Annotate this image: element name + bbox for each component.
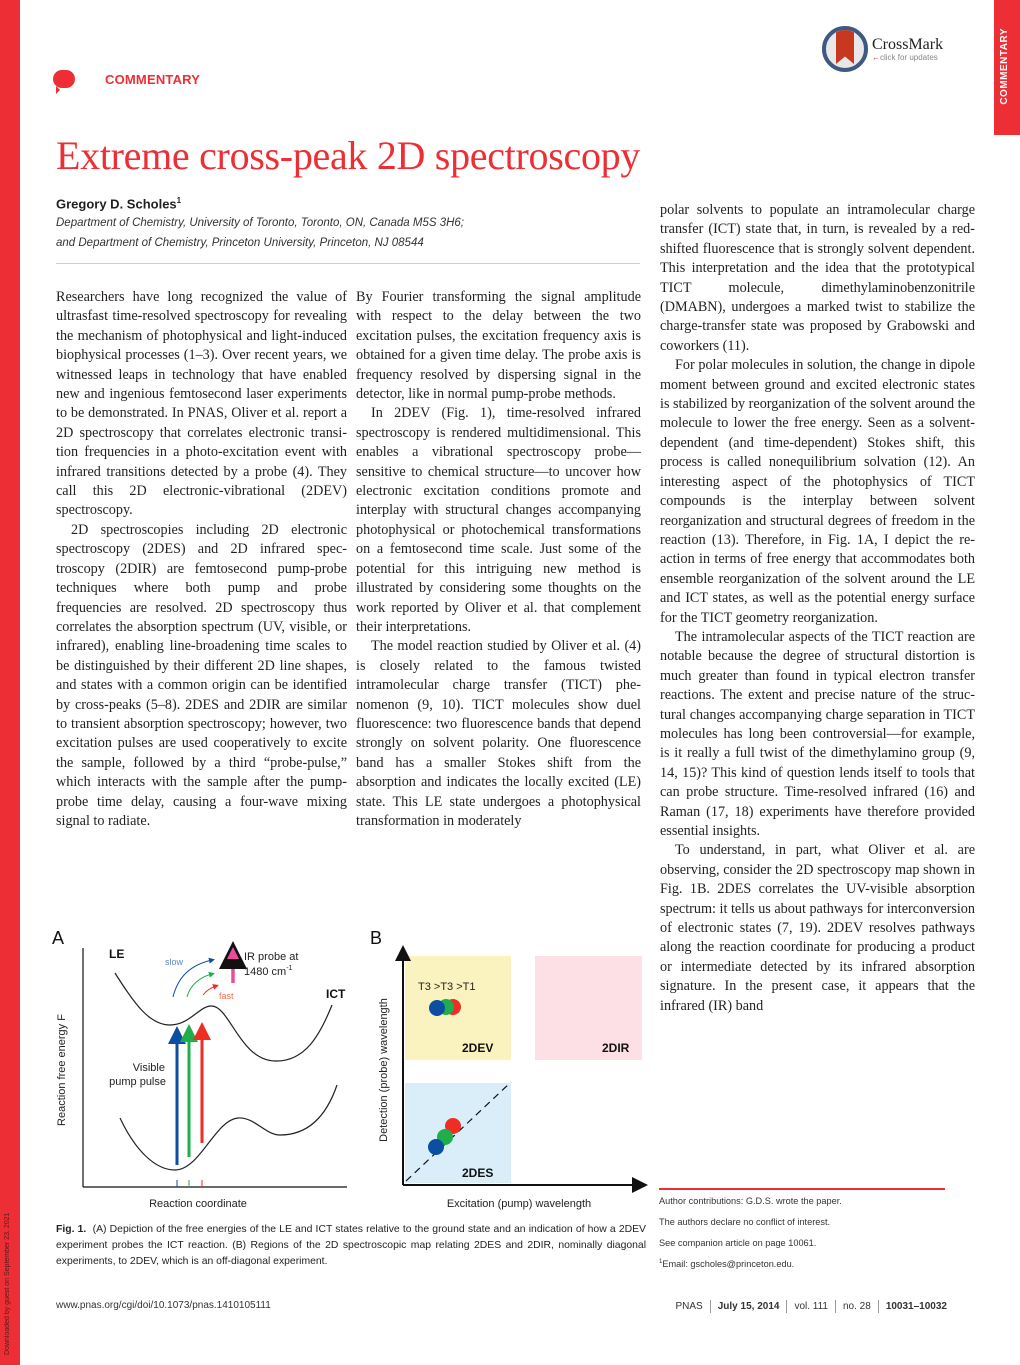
paragraph: In 2DEV (Fig. 1), time-resolved infrared spectroscopy is rendered multidimensional. This enables a vibrational spectroscopy probe—sensitive to chemical structure—to uncover how electronic excitation conditions promote and interplay with structural changes accompanying photophysical or photochemical transformations on a femtosecond time scale. Just some of the potential for this intriguing new method is illustrated by considering some thoughts on the work reported by Oliver et al. that complement their interpretations. — [356, 405, 641, 635]
section-header — [53, 70, 200, 88]
section-tab — [994, 0, 1020, 135]
figure-1 — [40, 925, 660, 1215]
page-range: 10031–10032 — [885, 1301, 947, 1312]
paragraph: 2D spectroscopies including 2D electronic spectroscopy (2DES) and 2D infrared spectroscopy (2DIR) are femtosecond pump-probe techniques where both pump and probe frequencies are resolved. 2D spectroscopy thus correlates the absorption spectrum (UV, visible, or infrared), enabling line-broadening time scales to be distinguished by their different 2D line shapes, and states with a common origin can be identified by cross-peaks (5–8). 2DES and 2DIR are similar to transient absorption spectroscopy; however, two excitation pulses are used cooperatively to excite the sample, followed by a third “probe-pulse,” which interacts with the sample after the pump-probe time delay, causing a four-wave mixing signal to radiate. — [56, 521, 347, 829]
figure-caption — [56, 1222, 646, 1271]
panel-a — [52, 928, 347, 1210]
separator — [710, 1300, 711, 1313]
slow-label: slow — [165, 957, 184, 967]
section-label: COMMENTARY — [105, 71, 201, 87]
email-note: $^1$Email: gscholes@princeton.edu. — [659, 1259, 795, 1270]
region-2des: 2DES — [462, 1166, 494, 1180]
citation-info — [676, 1300, 948, 1313]
doi-link[interactable]: www.pnas.org/cgi/doi/10.1073/pnas.1410105111 — [56, 1300, 271, 1311]
panel-a-label: A — [52, 928, 65, 948]
crossmark-badge[interactable] — [822, 26, 943, 72]
ir-probe-line1: IR probe at — [244, 951, 299, 963]
crossmark-sub: ←click for updates — [872, 52, 938, 62]
paragraph: For polar molecules in solution, the change in dipole moment between ground and excited electronic states is stabilized by reorganization of the solvent around the molecule to lower the free energy. Seen as a solvent-dependent (and time-dependent) Stokes shift, this process is called nonequilibrium solvation (12). An interesting aspect of the photophysics of TICT compounds is the interplay between solvent reorganization and structural degrees of freedom in the reaction (13). Therefore, in Fig. 1A, I depict the reaction in terms of free energy that accommodates both ensemble reorganization of the solvent around the LE and ICT states, as well as the potential energy surface for the TICT geometry reorganization. — [660, 357, 975, 626]
separator — [786, 1300, 787, 1313]
y-axis-label: Reaction free energy F — [56, 1014, 68, 1126]
speech-bubble-icon — [53, 70, 75, 88]
caption-label: Fig. 1. — [56, 1224, 87, 1235]
issue-number: no. 28 — [843, 1301, 871, 1312]
fast-label: fast — [219, 991, 234, 1001]
divider — [56, 263, 640, 264]
body-column-1 — [56, 288, 347, 831]
paragraph: polar solvents to populate an intramolecular charge transfer (ICT) state that, in turn, is revealed by a red-shifted fluorescence that is strongly solvent dependent. This interpretation and the idea that the prototypical TICT molecule, dimethylaminobenzonitrile (DMABN), undergoes a marked twist to stabilize the charge-transfer state was proposed by Grabowski and coworkers (11). — [660, 202, 975, 354]
journal-name: PNAS — [675, 1301, 703, 1312]
pump-label-line1: Visible — [132, 1062, 165, 1074]
panel-b — [370, 928, 642, 1210]
notes-divider — [659, 1188, 945, 1190]
separator — [878, 1300, 879, 1313]
companion-article: See companion article on page 10061. — [659, 1238, 817, 1248]
author-name: Gregory D. Scholes$^1$ — [56, 196, 182, 212]
y-axis-label: Detection (probe) wavelength — [378, 998, 390, 1142]
caption-text: (A) Depiction of the free energies of the LE and ICT states relative to the ground state and an indication of how a 2DEV experiment probes the ICT reaction. (B) Regions of the 2D spectroscopic map relating 2DES and 2DIR, nominally diagonal experiments, to 2DEV, which is an off-diagonal experiment. — [56, 1224, 646, 1268]
region-2dir: 2DIR — [602, 1041, 630, 1055]
body-column-2 — [356, 288, 641, 831]
order-label: T3 >T3 >T1 — [418, 981, 476, 993]
x-axis-label: Reaction coordinate — [149, 1198, 247, 1210]
article-title: Extreme cross-peak 2D spectroscopy — [56, 133, 641, 178]
section-tab-label: COMMENTARY — [999, 28, 1010, 105]
paragraph: The model reaction studied by Oliver et al. (4) is closely related to the famous twisted intramolecular charge transfer (TICT) phenomenon (9, 10). TICT molecules show duel fluorescence: two fluorescence bands that depend strongly on solvent polarity. One fluorescence band has a smaller Stokes shift from the absorption and indicates the locally excited (LE) state. This LE state undergoes a photophysical transformation in moderately — [356, 638, 641, 829]
paragraph: By Fourier transforming the signal amplitude with respect to the delay between the two excitation pulses, the excitation frequency axis is obtained for a given time delay. The probe axis is frequency resolved by dispersing signal in the detector, like in normal pump-probe methods. — [356, 289, 641, 403]
download-note: Downloaded by guest on September 23, 2021 — [4, 1212, 11, 1355]
left-color-bar — [0, 0, 20, 1365]
author-contributions: Author contributions: G.D.S. wrote the paper. — [659, 1196, 842, 1206]
paragraph: Researchers have long recognized the value of ultrasfast time-resolved spectroscopy for revealing the mechanism of photophysical and light-induced biophysical processes (1–3). Over recent years, we witnessed leaps in technology that have enabled new and ingenious femtosecond laser experiments to be demonstrated. In PNAS, Oliver et al. report a 2D spectroscopy that correlates electronic transition frequencies in a photo-excitation event with infrared transitions detected by a probe (4). They call this 2D electronic-vibrational (2DEV) spectroscopy. — [56, 289, 347, 519]
crossmark-label: CrossMark — [872, 35, 944, 53]
ict-label: ICT — [326, 987, 346, 1001]
affiliation-2: and Department of Chemistry, Princeton University, Princeton, NJ 08544 — [56, 237, 424, 249]
pump-label-line2: pump pulse — [109, 1076, 166, 1088]
region-2dev: 2DEV — [462, 1041, 494, 1055]
volume: vol. 111 — [794, 1301, 828, 1312]
paragraph: The intramolecular aspects of the TICT reaction are notable because the degree of structural distortion is much greater than found in typical electron transfer reactions. The extent and precise nature of the structural changes accompanying charge separation in TICT molecules has long been controversial—for example, is it really a full twist of the dimethylamino group (9, 14, 15)? This kind of question lends itself to tools that can probe structure. Time-resolved infrared (16) and Raman (17, 18) experiments have therefore provided essential insights. — [660, 628, 975, 839]
issue-date: July 15, 2014 — [717, 1301, 780, 1312]
separator — [835, 1300, 836, 1313]
le-label: LE — [109, 947, 125, 961]
conflict-statement: The authors declare no conflict of interest. — [659, 1217, 831, 1227]
paragraph: To understand, in part, what Oliver et al. are observing, consider the 2D spectroscopy map shown in Fig. 1B. 2DES correlates the UV-visible absorption spectrum: it tells us about pathways for interconversion of electronic states (7, 19). 2DEV resolves pathways along the reaction coordinate for producing a product or intermediate detected by its infrared absorption signature. In the present case, it appears that the infrared (IR) band — [660, 842, 975, 1014]
footnotes — [659, 1196, 842, 1280]
ir-probe-line2: 1480 $cm^{-1}$ — [244, 965, 293, 978]
panel-b-label: B — [370, 928, 383, 948]
body-column-3 — [660, 201, 975, 1016]
crossmark-icon — [822, 26, 868, 72]
arrow-left-icon: ← — [872, 52, 880, 62]
affiliation-1: Department of Chemistry, University of Toronto, Toronto, ON, Canada M5S 3H6; — [56, 217, 465, 229]
x-axis-label: Excitation (pump) wavelength — [446, 1198, 592, 1210]
